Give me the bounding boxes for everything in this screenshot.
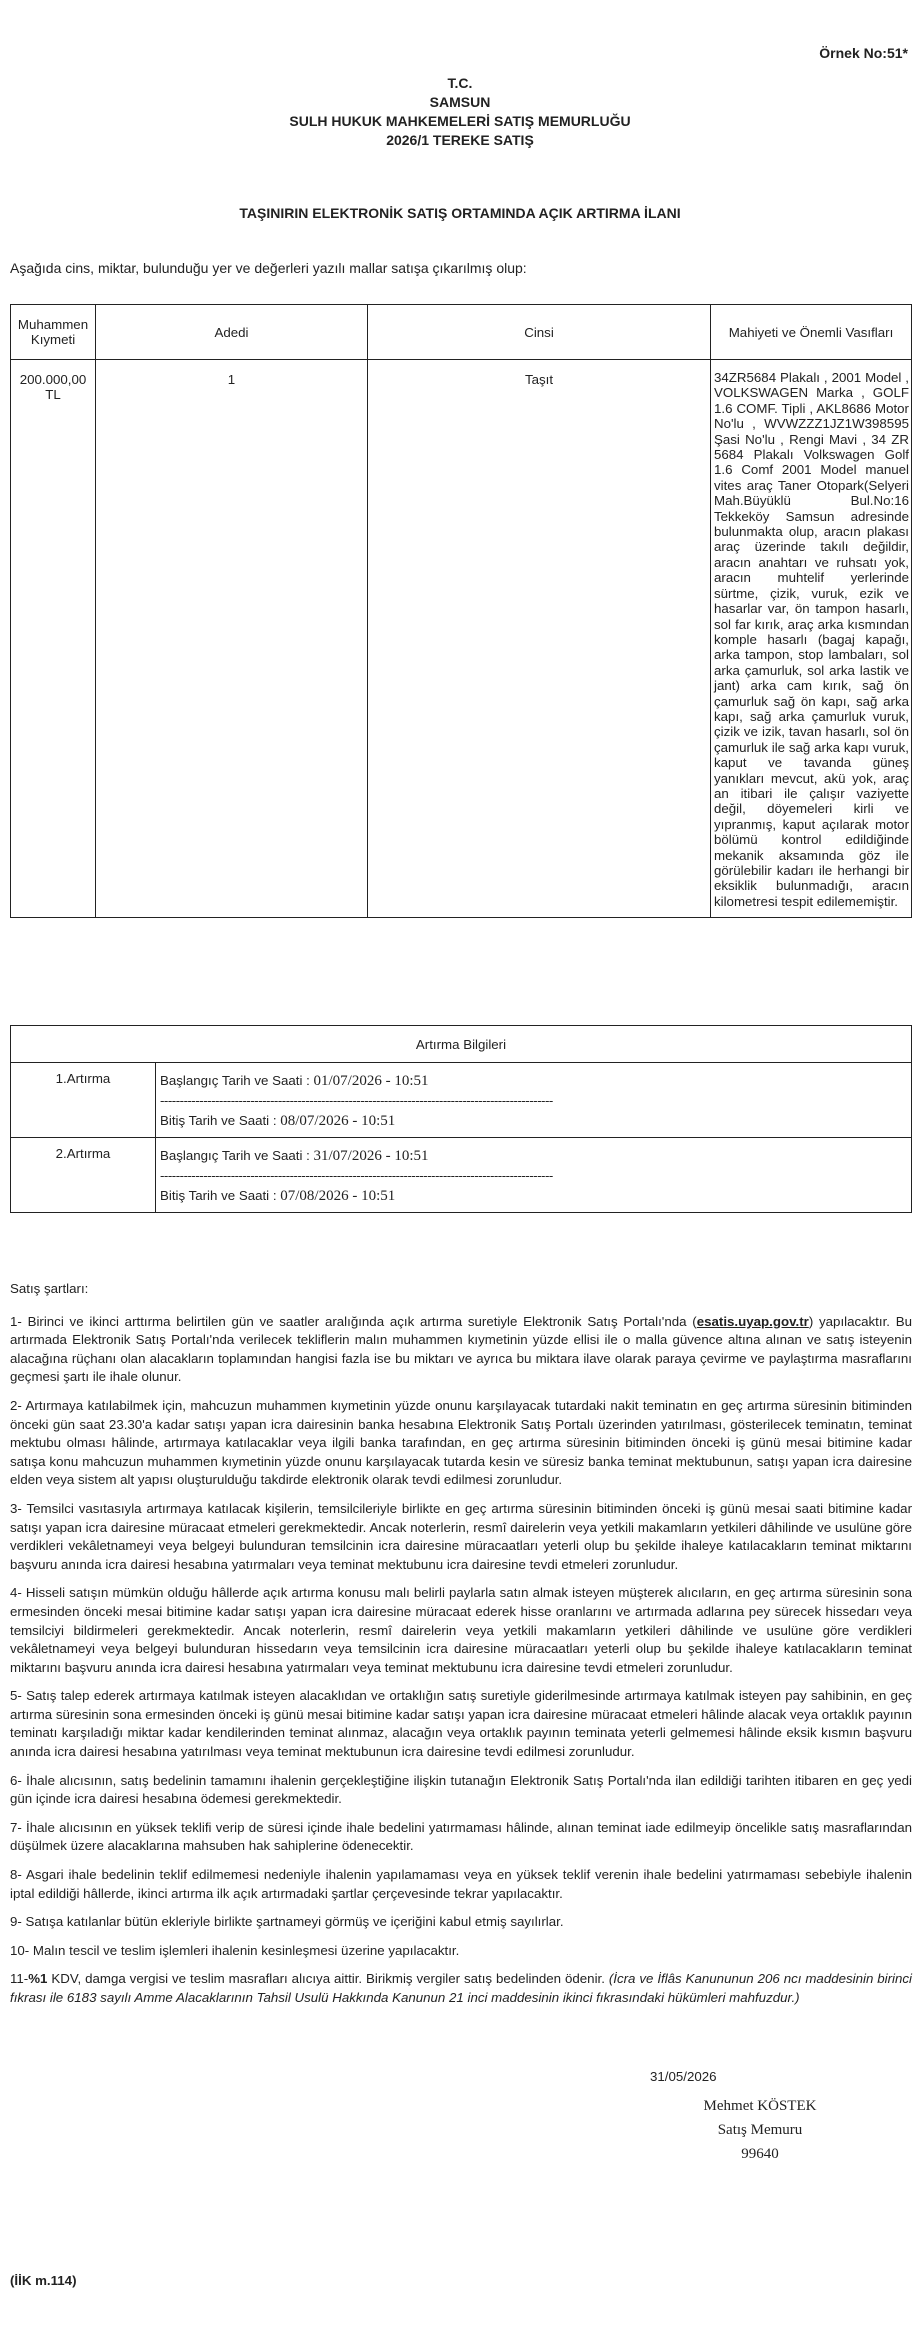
auction-round-2 [11,1138,912,1213]
condition-3: 3- Temsilci vasıtasıyla artırmaya katılacak kişilerin, temsilcileriyle birlikte en geç artırma süresinin bitiminden önceki iş günü mesai saati bitimine kadar satışı yapan icra dairesine müracaat etmeleri gerekmektedir. Ancak noterlerin, resmî dairelerin veya yetkili makamların yetkileri dâhilinde ve usulüne göre verdikleri vekâletnameyi veya belgeyi bulunduran temsilcinin icra dairesine müracaatları yeterli olup bu şekilde ihaleye katılacakların teminat miktarını başvuru anında icra dairesi hesabına yatırmaları veya teminat mektubunu icra dairesine tevdi etmeleri zorunludur. [10,1500,912,1572]
intro-text: Aşağıda cins, miktar, bulunduğu yer ve değerleri yazılı mallar satışa çıkarılmış olup: [10,260,527,276]
signer-number: 99640 [741,2146,779,2162]
auction-table-title: Artırma Bilgileri [11,1026,912,1063]
header-line-office: SULH HUKUK MAHKEMELERİ SATIŞ MEMURLUĞU [289,113,631,129]
court-header [0,74,920,150]
separator-line: ---------------------------------------------------------------------------------------------------- [160,1168,553,1183]
table-row [11,360,912,918]
portal-link[interactable]: esatis.uyap.gov.tr [696,1313,809,1329]
condition-6: 6- İhale alıcısının, satış bedelinin tamamını ihalenin gerçekleştiğine ilişkin tutanağın Elektronik Satış Portalı'nda ilan edildiği tarihten itibaren en geç yedi gün içinde icra dairesi hesabına ödemesi gerekmektedir. [10,1772,912,1807]
round-start-value: 01/07/2026 - 10:51 [313,1073,429,1089]
round-end-value: 08/07/2026 - 10:51 [280,1113,396,1129]
round-label: 1.Artırma [11,1063,156,1138]
condition-5: 5- Satış talep ederek artırmaya katılmak isteyen alacaklıdan ve ortaklığın satış suretiyle giderilmesinde artırmaya katılmak isteyen pay sahibinin, en geç artırma süresinin sona ermesinden önceki iş günü mesai bitimine kadar satışı yapan icra dairesine müracaat etmeleri hâlinde alacak veya ortaklık payının teminatı karşıladığı miktar kadar kendilerinden teminat alınmaz, alacağın veya ortaklık payının teminata yeterli gelmemesi hâlinde eksik kısmın başvuru anında icra dairesi hesabına yatırılması veya teminat mektubunun icra dairesine tevdi edilmesi zorunludur. [10,1688,912,1760]
round-start: Başlangıç Tarih ve Saati : 01/07/2026 - 10:51 [160,1073,429,1089]
legal-reference: (İcra ve İflâs Kanununun 206 ncı maddesinin birinci fıkrası ile 6183 sayılı Amme Alacaklarının Tahsil Usulü Hakkında Kanunun 21 inci maddesinin ikinci fıkrasındaki hükümleri mahfuzdur.) [10,1971,913,2005]
goods-table [10,304,912,918]
condition-1: 1- Birinci ve ikinci arttırma belirtilen gün ve saatler aralığında açık artırma suretiyle Elektronik Satış Portalı'nda (esatis.uyap.gov.tr) yapılacaktır. Bu artırmada Elektronik Satış Portalı'nda verilecek tekliflerin malın muhammen kıymetinin yüzde ellisi ile o malla güvence altına alınan ve satış isteyenin alacağına rüçhanı olan alacakların toplamından hangisi fazla ise bu miktarı ve ayrıca bu miktara ilave olarak paraya çevirme ve paylaştırma masraflarını geçmesi şartı ile ihale olunur. [10,1313,912,1385]
form-number: Örnek No:51* [819,45,908,61]
goods-table-header [11,305,912,360]
condition-8: 8- Asgari ihale bedelinin teklif edilmemesi nedeniyle ihalenin yapılamaması veya en yüksek teklif verenin ihale bedelini yatırmaması sebebiyle ihalenin iptal edildiği hâllerde, ikinci artırma ilk açık artırmadaki şartlar çerçevesinde tekrar yapılacaktır. [10,1867,912,1901]
header-line-file: 2026/1 TEREKE SATIŞ [386,132,534,148]
separator-line: ---------------------------------------------------------------------------------------------------- [160,1093,553,1108]
round-end: Bitiş Tarih ve Saati : 08/07/2026 - 10:51 [160,1113,396,1129]
cell-type: Taşıt [368,360,711,918]
document-date: 31/05/2026 [650,2069,717,2084]
round-start-value: 31/07/2026 - 10:51 [313,1148,429,1164]
auction-table [10,1025,912,1213]
sale-conditions [10,1280,912,2018]
cell-value: 200.000,00 TL [11,360,96,918]
auction-round-1 [11,1063,912,1138]
signature-block [640,2094,880,2166]
condition-2: 2- Artırmaya katılabilmek için, mahcuzun muhammen kıymetinin yüzde onunu karşılayacak tutardaki nakit teminatın en geç artırma süresinin bitiminden önceki gün saat 23.30'a kadar satışı yapan icra dairesinin banka hesabına Elektronik Satış Portalı üzerinden yatırılması, gösterilecek teminatın, teminat mektubu olması hâlinde, artırmaya katılacaklar veya ilgili banka tarafından, en geç artırma süresinin bitiminden önceki iş günü mesai bitimine kadar satışa konu mahcuzun muhammen kıymetinin yüzde onunu karşılayacak tutarda kesin ve süresiz banka teminat mektubunun, satışı yapan icra dairesine elden veya sistem alt yapısı oluşturulduğu takdirde elektronik olarak tevdi edilmesi zorunludur. [10,1397,912,1488]
round-end: Bitiş Tarih ve Saati : 07/08/2026 - 10:51 [160,1188,396,1204]
signer-name: Mehmet KÖSTEK [703,2098,817,2114]
announcement-title: TAŞINIRIN ELEKTRONİK SATIŞ ORTAMINDA AÇIK ARTIRMA İLANI [239,205,681,221]
col-header-qty: Adedi [96,305,368,360]
header-line-city: SAMSUN [429,94,491,110]
round-start: Başlangıç Tarih ve Saati : 31/07/2026 - 10:51 [160,1148,429,1164]
cell-description: 34ZR5684 Plakalı , 2001 Model , VOLKSWAGEN Marka , GOLF 1.6 COMF. Tipli , AKL8686 Motor No'lu , WVWZZZ1JZ1W398595 Şasi No'lu , Rengi Mavi , 34 ZR 5684 Plakalı Volkswagen Golf 1.6 Comf 2001 Model manuel vites araç Taner Otopark(Selyeri Mah.Büyüklü Bul.No:16 Tekkeköy Samsun adresinde bulunmakta olup, aracın plakası araç üzerinde takılı değildir, aracın anahtarı ve ruhsatı yok, aracın muhtelif yerlerinde sürtme, çizik, vuruk, ezik ve hasarlar var, ön tampon hasarlı, sol far kırık, araç arka kısmından komple hasarlı (bagaj kapağı, arka tampon, stop lambaları, sol arka çamurluk, sol arka lastik ve jant) arka cam kırık, sağ ön çamurluk sağ ön kapı, sağ arka kapı, sağ arka çamurluk vuruk, çizik ve izik, tavan hasarlı, sol ön çamurluk ile sağ arka kapı vuruk, kaput ve tavanda güneş yanıkları mevcut, akü yok, araç an itibari ile çalışır vaziyette değil, döyemeleri kirli ve yıpranmış, kaput açılarak motor bölümü kontrol edildiğinde mekanik aksamında göz ile görülebilir kadarı ile herhangi bir eksiklik bulunmadığı, aracın kilometresi tespit edilememiştir. [711,360,912,918]
condition-7: 7- İhale alıcısının en yüksek teklifi verip de süresi içinde ihale bedelini yatırmaması hâlinde, alınan teminat iade edilmeyip öncelikle satış masraflarından düşülmek üzere alacaklarına mahsuben hak sahiplerine ödenecektir. [10,1819,912,1854]
signer-role: Satış Memuru [717,2122,803,2138]
condition-11: 11-%1 KDV, damga vergisi ve teslim masrafları alıcıya aittir. Birikmiş vergiler satış bedelinden ödenir. (İcra ve İflâs Kanununun 206 ncı maddesinin birinci fıkrası ile 6183 sayılı Amme Alacaklarının Tahsil Usulü Hakkında Kanunun 21 inci maddesinin ikinci fıkrasındaki hükümleri mahfuzdur.) [10,1971,913,2005]
cell-qty: 1 [96,360,368,918]
col-header-type: Cinsi [368,305,711,360]
header-line-tc: T.C. [447,75,473,91]
condition-9: 9- Satışa katılanlar bütün ekleriyle birlikte şartnameyi görmüş ve içeriğini kabul etmiş sayılırlar. [10,1914,564,1930]
conditions-caption: Satış şartları: [10,1281,89,1296]
tax-rate: %1 [28,1971,48,1987]
condition-10: 10- Malın tescil ve teslim işlemleri ihalenin kesinleşmesi üzerine yapılacaktır. [10,1942,460,1958]
round-end-value: 07/08/2026 - 10:51 [280,1188,396,1204]
condition-4: 4- Hisseli satışın mümkün olduğu hâllerde açık artırma konusu malı belirli paylarla satın almak isteyen müşterek alıcıların, en geç artırma süresinin sona ermesinden önceki mesai bitimine kadar satışı yapan icra dairesine müracaat ederek hisse oranlarını ve artırmada adlarına pey sürecek hissedarı veya temsilciyi bildirmeleri gerekmektedir. Ancak noterlerin, resmî dairelerin veya yetkili makamların yetkileri dâhilinde ve usulüne göre verdikleri vekâletnameyi veya belgeyi bulunduran hissedarın veya temsilcinin icra dairesine müracaatları yeterli olup bu şekilde ihaleye katılacakların teminat miktarını başvuru anında icra dairesi hesabına yatırmaları veya teminat mektubunu icra dairesine tevdi etmeleri zorunludur. [10,1585,912,1675]
col-header-description: Mahiyeti ve Önemli Vasıfları [711,305,912,360]
legal-footer: (İİK m.114) [10,2273,77,2288]
col-header-value: Muhammen Kıymeti [11,305,96,360]
round-label: 2.Artırma [11,1138,156,1213]
